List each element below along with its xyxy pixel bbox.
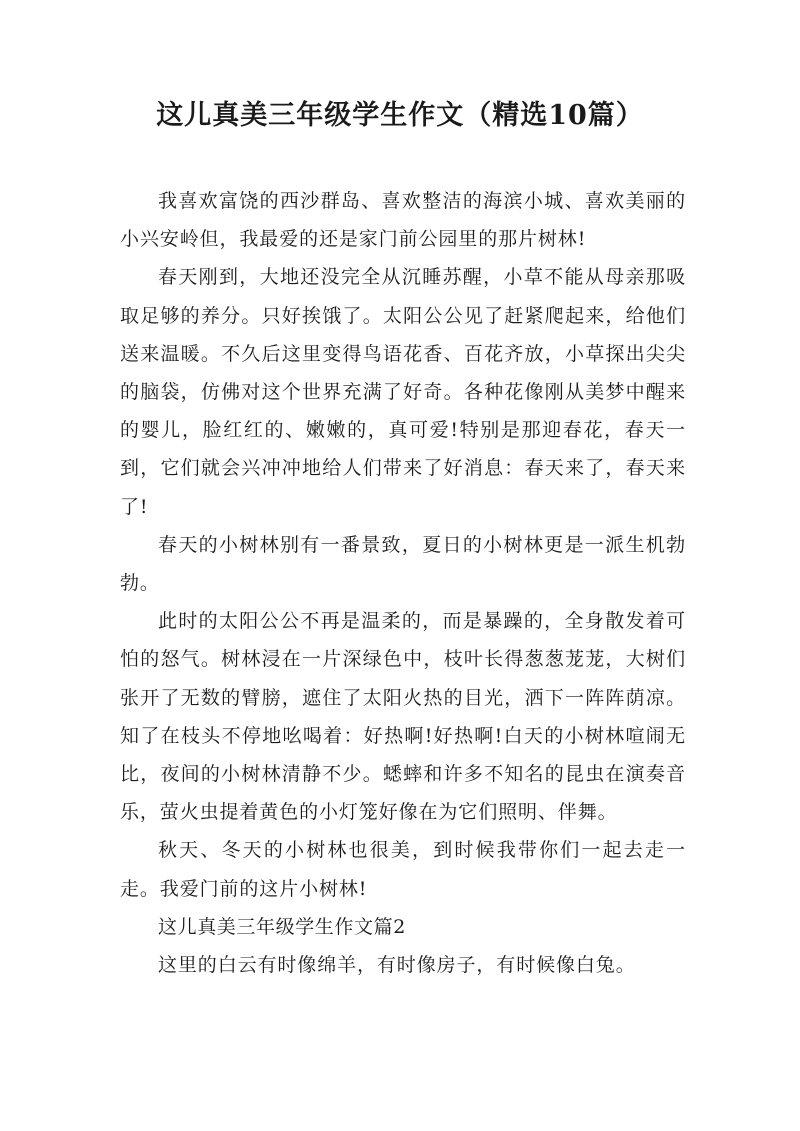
paragraph-transition: 春天的小树林别有一番景致，夏日的小树林更是一派生机勃勃。 bbox=[120, 533, 686, 595]
paragraph-spring: 春天刚到，大地还没完全从沉睡苏醒，小草不能从母亲那吸取足够的养分。只好挨饿了。太阳公公见了赶紧爬起来，给他们送来温暖。不久后这里变得鸟语花香、百花齐放，小草探出尖尖的脑袋，仿佛对这个世界充满了好奇。各种花像刚从美梦中醒来的婴儿，脸红红的、嫩嫩的，真可爱!特别是那迎春花，春天一到，它们就会兴冲冲地给人们带来了好消息：春天来了，春天来了! bbox=[120, 266, 686, 518]
paragraph-essay-2-start: 这里的白云有时像绵羊，有时像房子，有时候像白兔。 bbox=[158, 954, 636, 977]
section-heading: 这儿真美三年级学生作文篇2 bbox=[158, 915, 406, 938]
paragraph-summer: 此时的太阳公公不再是温柔的，而是暴躁的，全身散发着可怕的怒气。树林浸在一片深绿色中，枝叶长得葱葱茏茏，大树们张开了无数的臂膀，遮住了太阳火热的目光，洒下一阵阵荫凉。知了在枝头不停地吆喝着：好热啊!好热啊!白天的小树林喧闹无比，夜间的小树林清静不少。蟋蟀和许多不知名的昆虫在演奏音乐，萤火虫提着黄色的小灯笼好像在为它们照明、伴舞。 bbox=[120, 610, 686, 824]
document-body bbox=[120, 182, 686, 984]
paragraph-autumn-winter: 秋天、冬天的小树林也很美，到时候我带你们一起去走一走。我爱门前的这片小树林! bbox=[120, 839, 686, 900]
paragraph-intro: 我喜欢富饶的西沙群岛、喜欢整洁的海滨小城、喜欢美丽的小兴安岭但，我最爱的还是家门前公园里的那片树林! bbox=[120, 190, 686, 251]
document-title: 这儿真美三年级学生作文（精选10篇） bbox=[156, 100, 644, 131]
